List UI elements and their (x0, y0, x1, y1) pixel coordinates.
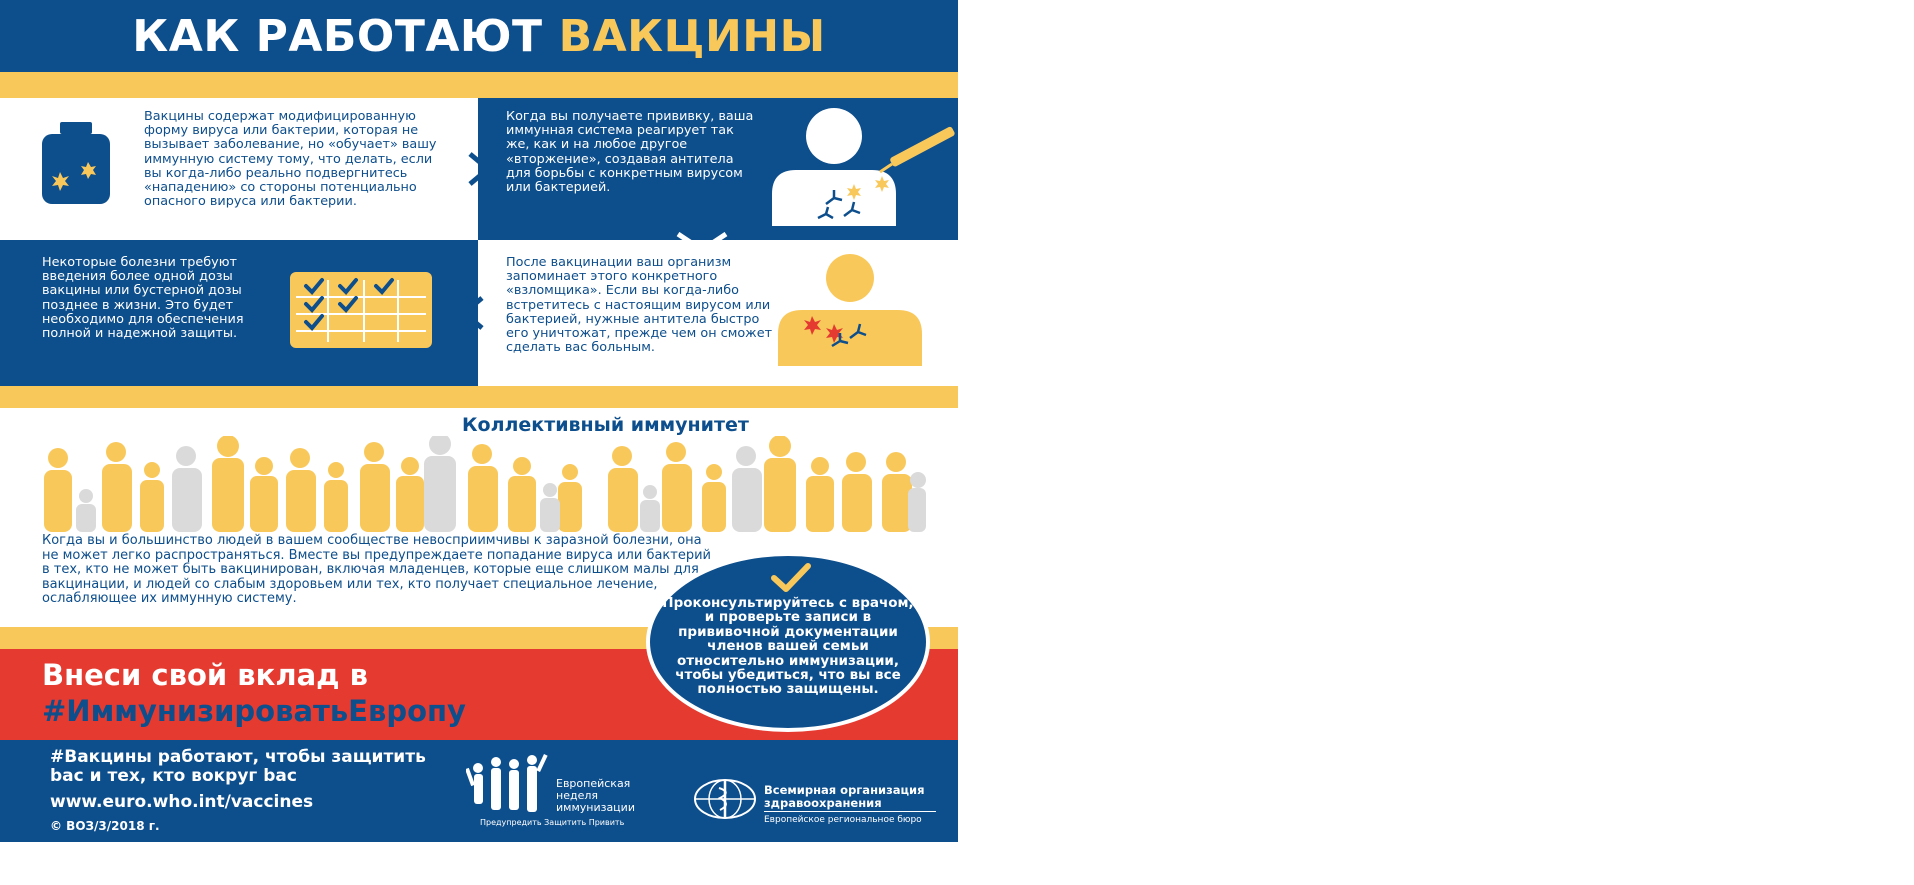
herd-immunity-title: Коллективный иммунитет (462, 414, 749, 436)
footer-tagline: #Вакцины работают, чтобы защитить bac и тех, кто вокруг bac (50, 747, 426, 786)
poster-title (0, 0, 958, 72)
check-icon (770, 562, 812, 594)
herd-immunity-text: Когда вы и большинство людей в вашем сообществе невосприимчивы к заразной болезни, она не может легко распространяться. Вместе вы предупреждаете попадание вируса или бактерий в тех, кто не может быть вакцинирован, включая младенцев, которые еще слишком малы для вакцинации, и людей со слабым здоровьем или тех, кто получает специальное лечение, ослабляющее их иммунную систему. (42, 533, 712, 607)
cta-line1: Внеси свой вклад в (42, 658, 369, 692)
footer-copyright: © ВОЗ/3/2018 г. (50, 819, 160, 833)
chevron-right-icon (466, 152, 496, 186)
eiw-logo-icon (466, 754, 550, 818)
immune-person-icon (770, 254, 930, 366)
syringe-icon (880, 126, 956, 172)
title-part2: ВАКЦИНЫ (558, 10, 826, 62)
yellow-band-middle (0, 386, 958, 408)
person-syringe-icon (752, 108, 958, 226)
checklist-icon (290, 272, 432, 348)
step-4-text: Некоторые болезни требуют введения более одной дозы вакцины или бустерной дозы позднее в жизни. Это будет необходимо для обеспечения полной и надежной защиты. (42, 255, 244, 342)
who-name: Всемирная организация здравоохранения (764, 783, 925, 810)
eiw-slogan: Предупредить Защитить Привить (480, 818, 625, 827)
vaccine-vial-icon (38, 122, 114, 204)
footer-url[interactable]: www.euro.who.int/vaccines (50, 792, 314, 812)
who-emblem-icon (692, 778, 758, 820)
title-part1: КАК РАБОТАЮТ (132, 10, 543, 62)
step-2-text: Когда вы получаете прививку, ваша иммунная система реагирует так же, как и на любое другое «вторжение», создавая антитела для борьбы с конкретным вирусом или бактерией. (506, 109, 754, 196)
step-1-text: Вакцины содержат модифицированную форму вируса или бактерии, которая не вызывает заболевание, но «обучает» вашу иммунную систему тому, что делать, если вы когда-либо реально подвергнитесь «нападению» со стороны потенциально опасного вируса или бактерии. (144, 109, 437, 210)
who-region: Европейское региональное бюро (764, 815, 922, 825)
yellow-band-top (0, 72, 958, 98)
eiw-name: Европейская неделя иммунизации (556, 777, 635, 815)
who-divider (764, 811, 936, 812)
chevron-left-icon (458, 296, 488, 330)
vaccines-infographic (0, 0, 958, 842)
step-3-text: После вакцинации ваш организм запоминает этого конкретного «взломщика». Если вы когда-либо встретитесь с настоящим вирусом или бактерией, нужные антитела быстро его уничтожат, прежде чем он сможет сделать вас больным. (506, 255, 773, 356)
cta-hashtag: #ИммунизироватьЕвропу (42, 694, 466, 728)
consult-text: Проконсультируйтесь с врачом, и проверьте записи в прививочной документации членов вашей семьи относительно иммунизации, чтобы убедиться, что вы все полностью защищены. (662, 595, 914, 698)
crowd-icon (30, 436, 930, 532)
